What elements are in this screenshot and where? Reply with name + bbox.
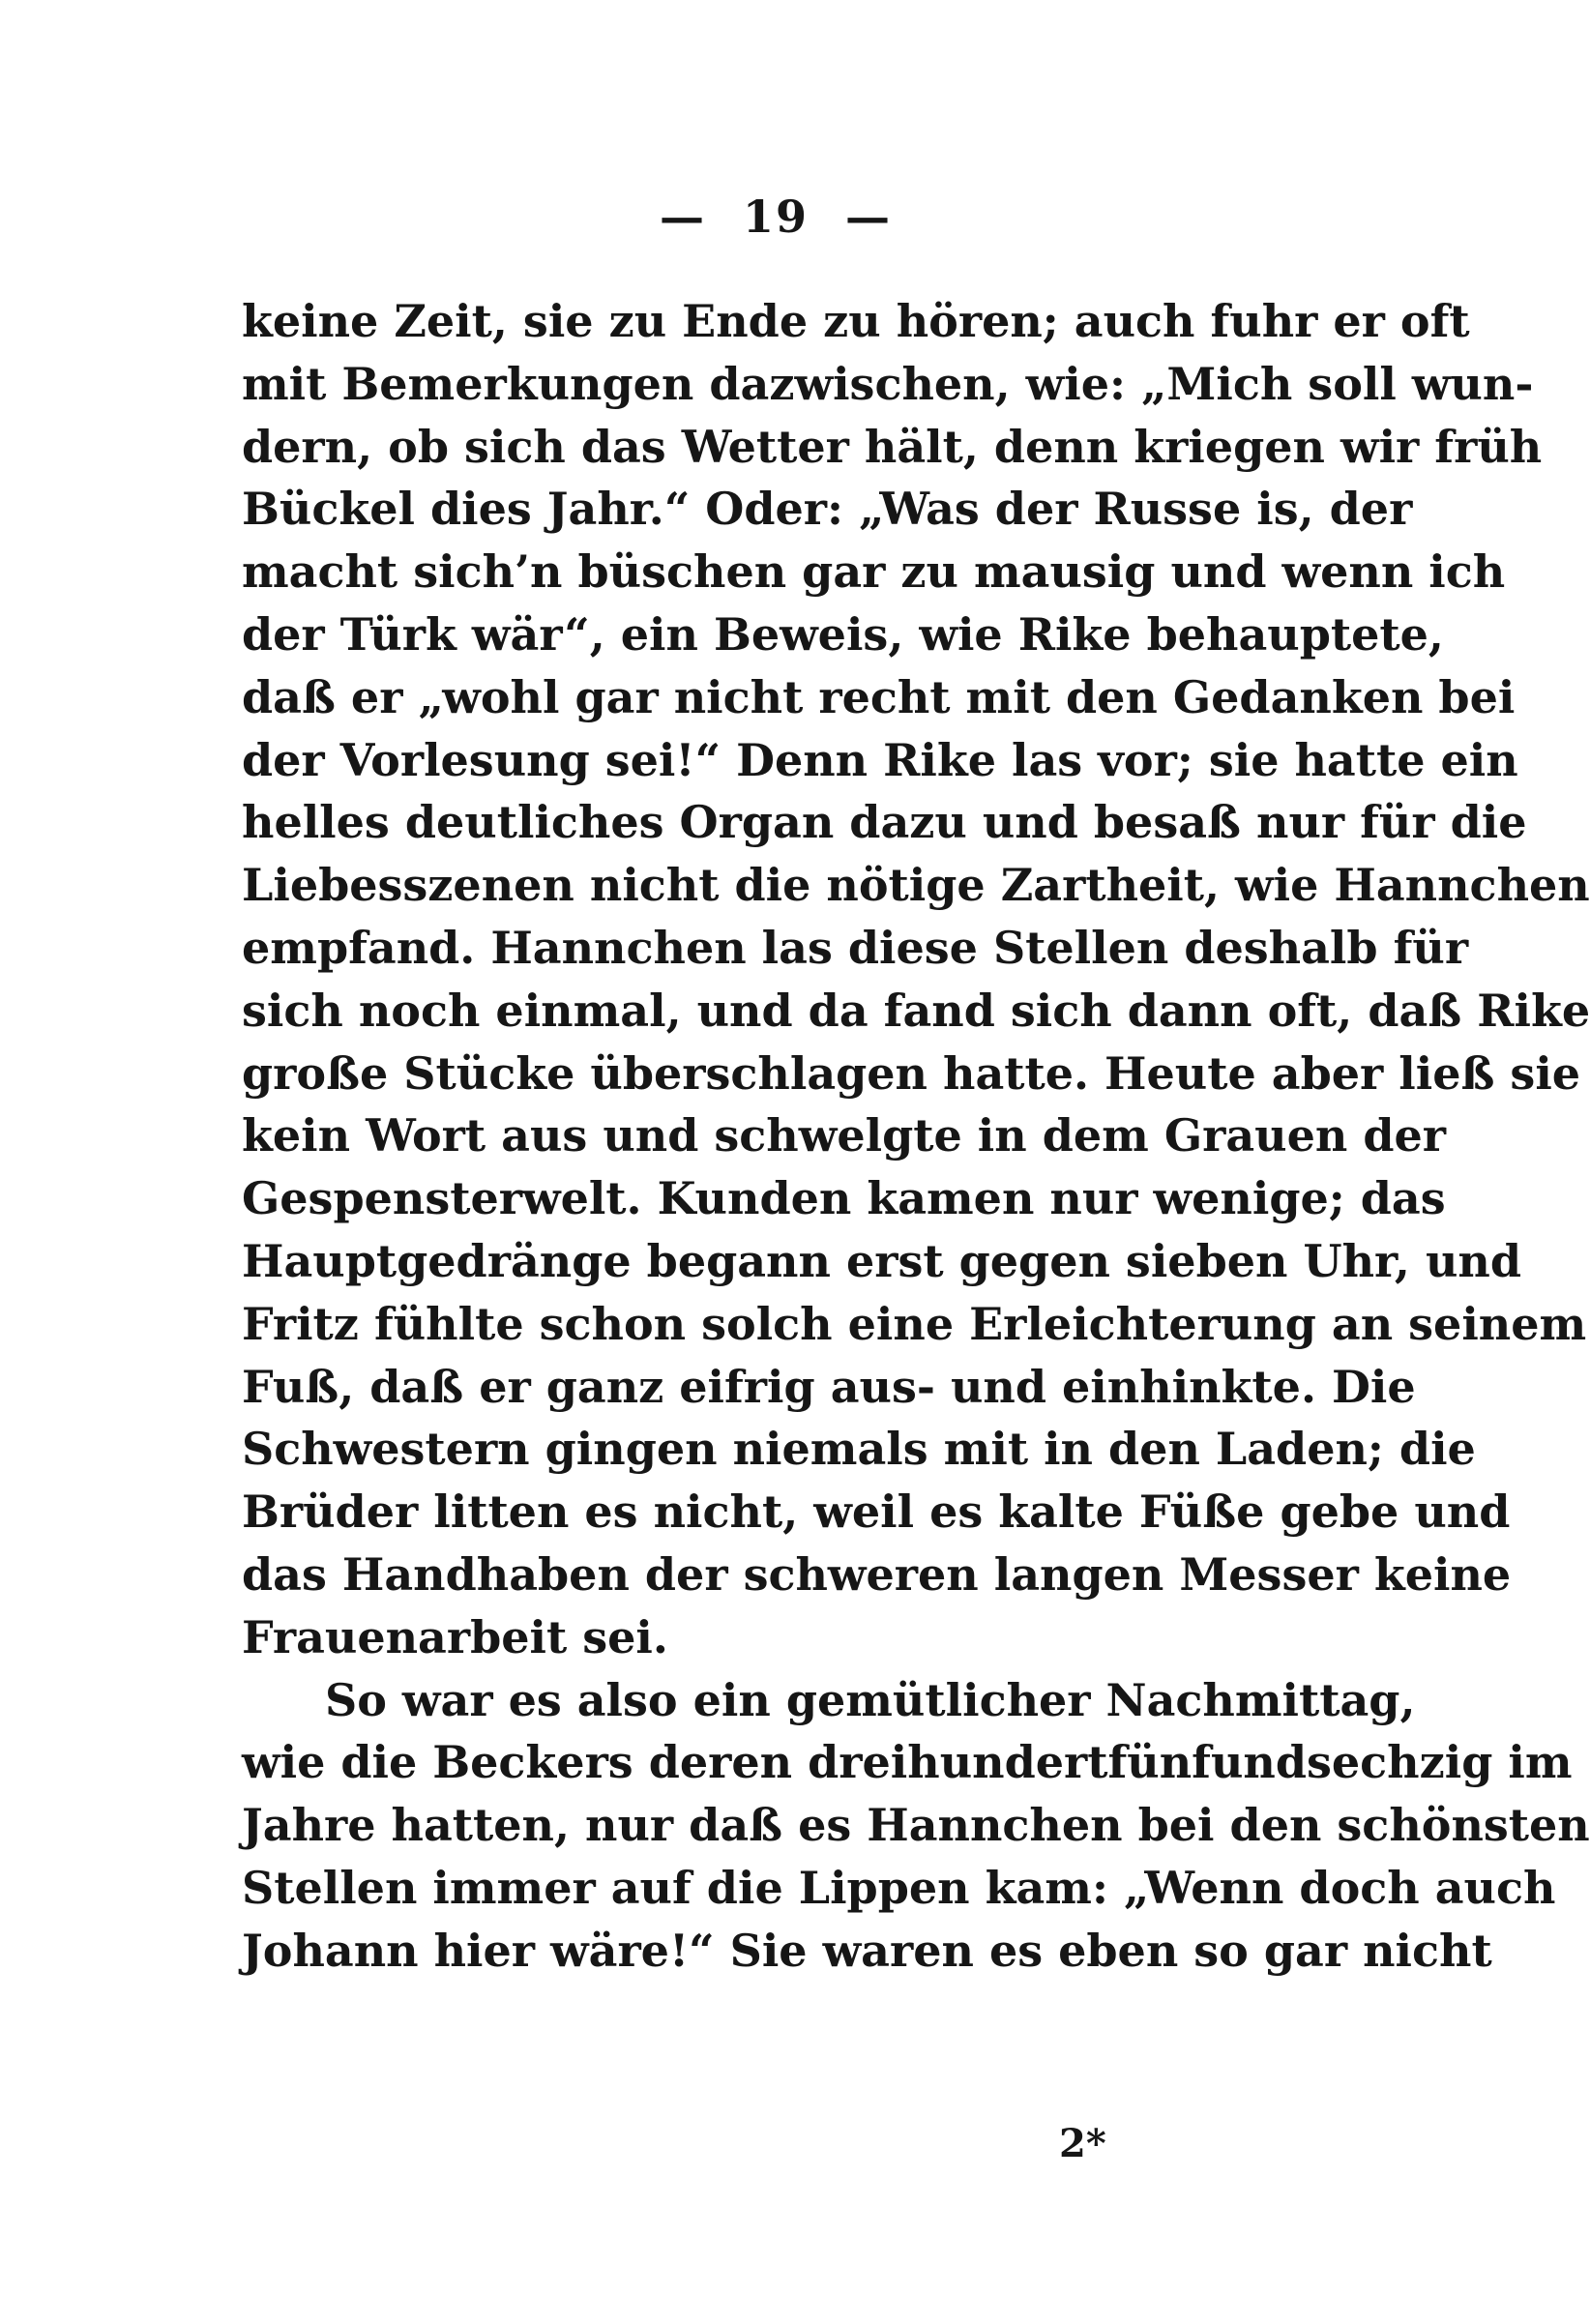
text-line: Gespensterwelt. Kunden kamen nur wenige; das xyxy=(242,1172,1446,1225)
text-line: das Handhaben der schweren langen Messer keine xyxy=(242,1547,1512,1601)
text-line: daß er „wohl gar nicht recht mit den Gedanken bei xyxy=(242,670,1516,723)
text-line: sich noch einmal, und da fand sich dann oft, daß Rike xyxy=(242,984,1590,1037)
text-line: Schwestern gingen niemals mit in den Laden; die xyxy=(242,1423,1476,1476)
text-line: kein Wort aus und schwelgte in dem Grauen der xyxy=(242,1109,1446,1162)
text-line: Fuß, daß er ganz eifrig aus- und einhinkte. Die xyxy=(242,1360,1416,1413)
text-line: macht sich’n büschen gar zu mausig und wenn ich xyxy=(242,545,1506,599)
page-header xyxy=(0,190,1551,244)
header-left-dash: — xyxy=(659,191,706,243)
text-line: wie die Beckers deren dreihundertfünfundsechzig im xyxy=(242,1736,1573,1789)
page-number: 19 xyxy=(742,191,809,243)
body-text xyxy=(242,290,1590,1983)
paragraph-2 xyxy=(242,1669,1590,1983)
text-line: Hauptgedränge begann erst gegen sieben Uhr, und xyxy=(242,1234,1521,1287)
text-line: helles deutliches Organ dazu und besaß nur für die xyxy=(242,796,1527,849)
text-line: dern, ob sich das Wetter hält, denn kriegen wir früh xyxy=(242,420,1543,473)
text-line: keine Zeit, sie zu Ende zu hören; auch fuhr er oft xyxy=(242,295,1470,347)
header-right-dash: — xyxy=(845,191,892,243)
text-line: Liebesszenen nicht die nötige Zartheit, wie Hannchen xyxy=(242,859,1590,912)
signature-mark: 2* xyxy=(1059,2121,1106,2166)
text-line: So war es also ein gemütlicher Nachmittag, xyxy=(325,1673,1416,1726)
text-line: Jahre hatten, nur daß es Hannchen bei den schönsten xyxy=(242,1799,1590,1852)
text-line: empfand. Hannchen las diese Stellen deshalb für xyxy=(242,921,1469,974)
text-line: Stellen immer auf die Lippen kam: „Wenn doch auch xyxy=(242,1861,1556,1914)
text-line: Brüder litten es nicht, weil es kalte Füße gebe und xyxy=(242,1486,1511,1539)
text-line: Frauenarbeit sei. xyxy=(242,1610,668,1663)
text-line: Fritz fühlte schon solch eine Erleichterung an seinem xyxy=(242,1297,1587,1350)
text-line: der Vorlesung sei!“ Denn Rike las vor; sie hatte ein xyxy=(242,733,1518,786)
text-line: Bückel dies Jahr.“ Oder: „Was der Russe is, der xyxy=(242,483,1413,536)
paragraph-1 xyxy=(242,290,1590,1669)
text-line: große Stücke überschlagen hatte. Heute aber ließ sie xyxy=(242,1046,1581,1100)
text-line: Johann hier wäre!“ Sie waren es eben so gar nicht xyxy=(242,1924,1492,1977)
text-line: der Türk wär“, ein Beweis, wie Rike behauptete, xyxy=(242,607,1444,661)
text-line: mit Bemerkungen dazwischen, wie: „Mich soll wun- xyxy=(242,357,1534,410)
